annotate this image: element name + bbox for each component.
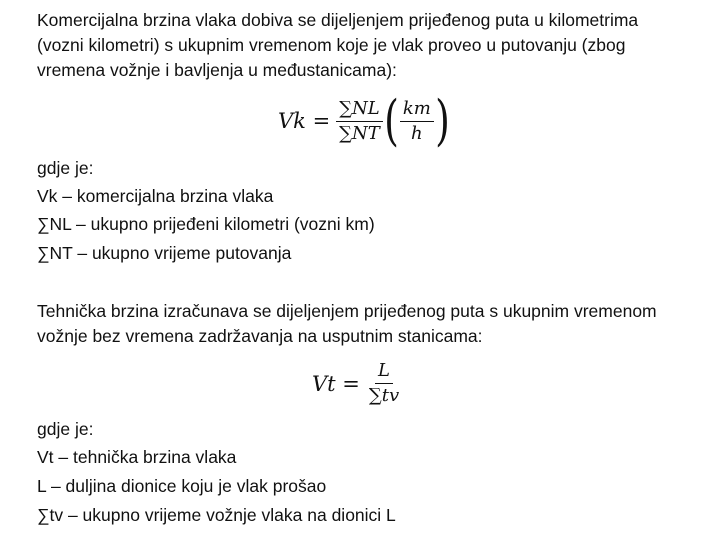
technical-definition-l: L – duljina dionice koju je vlak prošao [37,476,327,496]
commercial-where-label: gdje je: [37,158,94,178]
commercial-formula [278,89,451,152]
commercial-formula-numerator: ∑NL [336,98,383,122]
technical-where-label: gdje je: [37,419,94,439]
commercial-definition-nt: ∑NT – ukupno vrijeme putovanja [37,243,292,263]
technical-definition-vt: Vt – tehnička brzina vlaka [37,447,237,467]
technical-formula-lhs: Vt = [312,371,360,396]
technical-intro: Tehnička brzina izračunava se dijeljenjem prijeđenog puta s ukupnim vremenom vožnje bez vremena zadržavanja na usputnim stanicama: [37,301,657,346]
commercial-intro: Komercijalna brzina vlaka dobiva se dijeljenjem prijeđenog puta u kilometrima (vozni kilometri) s ukupnim vremenom koje je vlak proveo u putovanju (zbog vremena vožnje i bavljenja u međustanicama): [37,10,639,80]
unit-paren-open: ( [383,89,399,152]
commercial-unit-denominator: h [411,122,423,144]
commercial-definition-vk: Vk – komercijalna brzina vlaka [37,186,274,206]
technical-definition-tv: ∑tv – ukupno vrijeme vožnje vlaka na dionici L [37,505,396,525]
commercial-formula-lhs: Vk = [278,109,331,133]
commercial-unit-numerator: km [400,98,434,122]
technical-formula-numerator: L [375,360,393,384]
commercial-definition-nl: ∑NL – ukupno prijeđeni kilometri (vozni km) [37,214,375,234]
commercial-formula-denominator: ∑NT [339,122,380,144]
technical-formula-fraction [366,360,402,407]
unit-paren-close: ) [435,89,450,152]
technical-formula [312,360,402,407]
commercial-formula-unit [400,98,434,145]
commercial-formula-fraction [336,98,383,145]
technical-formula-denominator: ∑tv [368,385,400,406]
